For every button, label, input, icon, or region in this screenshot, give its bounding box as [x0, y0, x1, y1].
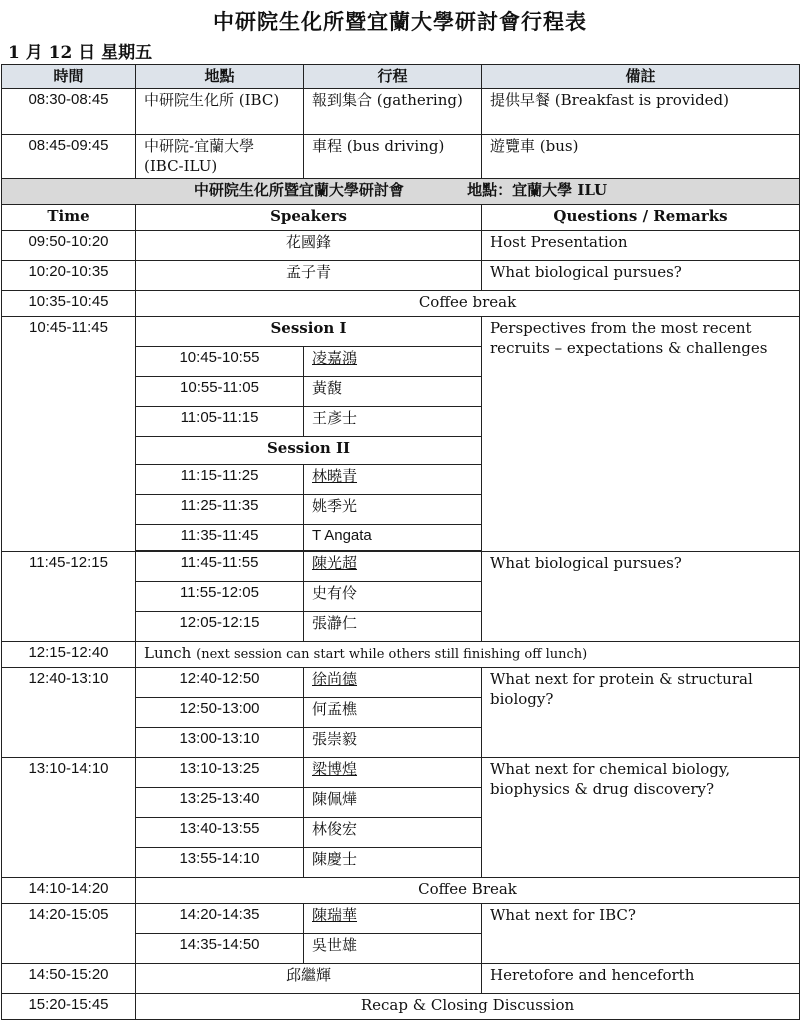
speaker-cell: 花國鋒 — [136, 231, 482, 261]
slot-cell: 10:45-10:55 — [136, 347, 304, 377]
lunch-label: Lunch — [144, 644, 192, 662]
table-row — [2, 758, 800, 788]
table-row — [2, 642, 800, 668]
conference-location: 地點：宜蘭大學 ILU — [467, 181, 608, 199]
slot-cell: 13:25-13:40 — [136, 788, 304, 818]
speaker-cell: 姚季光 — [304, 495, 482, 525]
remark-cell: Host Presentation — [482, 231, 800, 261]
speaker-cell: 邱繼輝 — [136, 964, 482, 994]
time-cell: 12:15-12:40 — [2, 642, 136, 668]
time-cell: 08:45-09:45 — [2, 135, 136, 179]
header-time: 時間 — [2, 65, 136, 89]
remark-cell: What next for chemical biology, biophysics & drug discovery? — [482, 758, 800, 878]
speaker-cell: 史有伶 — [304, 582, 482, 612]
slot-cell: 11:55-12:05 — [136, 582, 304, 612]
subheader-remarks: Questions / Remarks — [482, 205, 800, 231]
table-row — [2, 291, 800, 317]
table-row — [2, 994, 800, 1020]
time-cell: 10:35-10:45 — [2, 291, 136, 317]
subheader-time: Time — [2, 205, 136, 231]
table-row — [2, 135, 800, 179]
time-cell: 15:20-15:45 — [2, 994, 136, 1020]
speaker-cell: 何孟樵 — [304, 698, 482, 728]
table-row — [2, 964, 800, 994]
speaker-cell: 黃馥 — [304, 377, 482, 407]
time-cell: 13:10-14:10 — [2, 758, 136, 878]
speaker-cell: 陳瑞華 — [304, 904, 482, 934]
table-row — [2, 668, 800, 698]
top-header-row — [2, 65, 800, 89]
slot-cell: 13:55-14:10 — [136, 848, 304, 878]
remark-cell: Perspectives from the most recent recruits – expectations & challenges — [482, 317, 800, 552]
time-cell: 14:20-15:05 — [2, 904, 136, 964]
time-cell: 14:10-14:20 — [2, 878, 136, 904]
slot-cell: 13:00-13:10 — [136, 728, 304, 758]
table-row — [2, 261, 800, 291]
header-note: 備註 — [482, 65, 800, 89]
table-row — [2, 552, 800, 582]
session-title: Session I — [136, 317, 482, 347]
speaker-cell: 林俊宏 — [304, 818, 482, 848]
speaker-cell: 孟子青 — [136, 261, 482, 291]
time-cell: 14:50-15:20 — [2, 964, 136, 994]
schedule-table — [1, 64, 800, 1020]
place-cell: 中研院-宜蘭大學 (IBC-ILU) — [136, 135, 304, 179]
slot-cell: 13:40-13:55 — [136, 818, 304, 848]
coffee-break-cell: Coffee break — [136, 291, 800, 317]
remark-cell: What biological pursues? — [482, 552, 800, 642]
time-cell: 10:45-11:45 — [2, 317, 136, 552]
remark-cell: Heretofore and henceforth — [482, 964, 800, 994]
note-cell: 遊覽車 (bus) — [482, 135, 800, 179]
closing-cell: Recap & Closing Discussion — [136, 994, 800, 1020]
page-title: 中研院生化所暨宜蘭大學研討會行程表 — [213, 9, 587, 34]
conference-band — [2, 179, 800, 205]
remark-cell: What next for protein & structural biology? — [482, 668, 800, 758]
slot-cell: 11:15-11:25 — [136, 465, 304, 495]
speaker-cell: 王彥士 — [304, 407, 482, 437]
time-cell: 09:50-10:20 — [2, 231, 136, 261]
table-row — [2, 317, 800, 347]
speaker-cell: T Angata — [304, 525, 482, 551]
slot-cell: 12:50-13:00 — [136, 698, 304, 728]
lunch-note: (next session can start while others still finishing off lunch) — [196, 647, 588, 662]
slot-cell: 14:35-14:50 — [136, 934, 304, 964]
speaker-cell: 陳光超 — [304, 552, 482, 582]
speaker-cell: 凌嘉鴻 — [304, 347, 482, 377]
subheader-speakers: Speakers — [136, 205, 482, 231]
slot-cell: 11:35-11:45 — [136, 525, 304, 551]
slot-cell: 14:20-14:35 — [136, 904, 304, 934]
speaker-cell: 徐尚德 — [304, 668, 482, 698]
slot-cell: 11:45-11:55 — [136, 552, 304, 582]
table-row — [2, 89, 800, 135]
speaker-cell: 梁博煌 — [304, 758, 482, 788]
item-cell: 報到集合 (gathering) — [304, 89, 482, 135]
table-row — [2, 878, 800, 904]
table-row — [2, 904, 800, 934]
header-place: 地點 — [136, 65, 304, 89]
session-title: Session II — [136, 437, 482, 465]
remark-cell: What next for IBC? — [482, 904, 800, 964]
slot-cell: 12:05-12:15 — [136, 612, 304, 642]
slot-cell: 11:05-11:15 — [136, 407, 304, 437]
slot-cell: 10:55-11:05 — [136, 377, 304, 407]
remark-cell: What biological pursues? — [482, 261, 800, 291]
speaker-cell: 陳佩燁 — [304, 788, 482, 818]
place-cell: 中研院生化所 (IBC) — [136, 89, 304, 135]
table-row — [2, 231, 800, 261]
conference-title: 中研院生化所暨宜蘭大學研討會 — [193, 181, 404, 199]
coffee-break-cell: Coffee Break — [136, 878, 800, 904]
slot-cell: 11:25-11:35 — [136, 495, 304, 525]
time-cell: 08:30-08:45 — [2, 89, 136, 135]
header-item: 行程 — [304, 65, 482, 89]
speaker-cell: 吳世雄 — [304, 934, 482, 964]
slot-cell: 12:40-12:50 — [136, 668, 304, 698]
item-cell: 車程 (bus driving) — [304, 135, 482, 179]
schedule-date: 1 月 12 日 星期五 — [8, 43, 153, 63]
time-cell: 12:40-13:10 — [2, 668, 136, 758]
note-cell: 提供早餐 (Breakfast is provided) — [482, 89, 800, 135]
speaker-cell: 張瀞仁 — [304, 612, 482, 642]
lunch-cell — [136, 642, 800, 668]
speaker-cell: 張崇毅 — [304, 728, 482, 758]
slot-cell: 13:10-13:25 — [136, 758, 304, 788]
time-cell: 10:20-10:35 — [2, 261, 136, 291]
speaker-cell: 陳慶士 — [304, 848, 482, 878]
time-cell: 11:45-12:15 — [2, 552, 136, 642]
speaker-cell: 林曉青 — [304, 465, 482, 495]
sub-header-row — [2, 205, 800, 231]
